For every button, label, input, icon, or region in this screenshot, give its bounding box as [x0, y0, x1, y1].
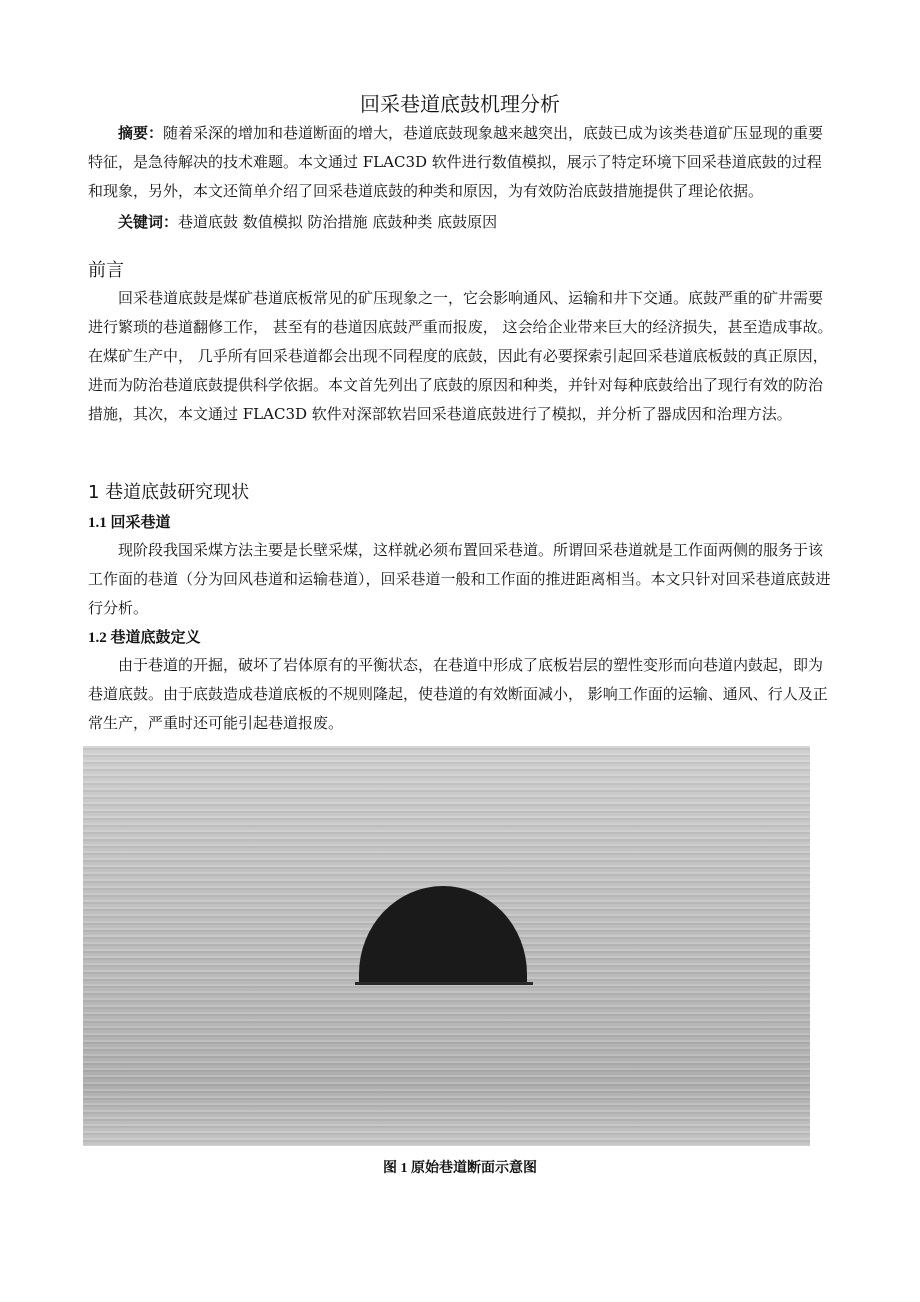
preface-section — [88, 258, 836, 429]
section-1-2-heading: 1.2 巷道底鼓定义 — [88, 630, 201, 646]
section-1-1-heading: 1.1 回采巷道 — [88, 515, 171, 531]
preface-heading: 前言 — [88, 260, 124, 281]
section-1 — [88, 480, 836, 506]
tunnel-section-figure — [83, 746, 810, 1146]
floor-line — [355, 982, 533, 985]
tunnel-section-drawing — [83, 746, 810, 1146]
abstract-text: 随着采深的增加和巷道断面的增大，巷道底鼓现象越来越突出，底鼓已成为该类巷道矿压显现的重要特征，是急待解决的技术难题。本文通过 FLAC3D 软件进行数值模拟，展示了特定环境下回采巷道底鼓的过程和现象，另外，本文还简单介绍了回采巷道底鼓的种类和原因，为有效防治底鼓措施提供了理论依据。 — [88, 124, 824, 200]
section-1-2-text: 由于巷道的开掘，破坏了岩体原有的平衡状态，在巷道中形成了底板岩层的塑性变形而向巷道内鼓起，即为巷道底鼓。由于底鼓造成巷道底板的不规则隆起，使巷道的有效断面减小， 影响工作面的运输、通风、行人及正常生产，严重时还可能引起巷道报废。 — [88, 656, 828, 732]
section-1-heading: 1 巷道底鼓研究现状 — [88, 482, 250, 503]
figure-caption: 图 1 原始巷道断面示意图 — [383, 1161, 537, 1176]
keywords-paragraph — [88, 208, 836, 237]
section-1-1 — [88, 510, 836, 623]
section-1-1-text: 现阶段我国采煤方法主要是长壁采煤，这样就必须布置回采巷道。所谓回采巷道就是工作面两侧的服务于该工作面的巷道（分为回风巷道和运输巷道），回采巷道一般和工作面的推进距离相当。本文只针对回采巷道底鼓进行分析。 — [88, 541, 831, 617]
abstract-block — [88, 119, 836, 237]
keywords-text: 巷道底鼓 数值模拟 防治措施 底鼓种类 底鼓原因 — [178, 213, 498, 231]
keywords-label: 关键词： — [118, 213, 179, 231]
tunnel-cross-section-shape — [359, 886, 527, 984]
section-1-2 — [88, 625, 836, 738]
abstract-paragraph — [88, 119, 836, 206]
abstract-label: 摘要： — [118, 124, 164, 142]
preface-text: 回采巷道底鼓是煤矿巷道底板常见的矿压现象之一，它会影响通风、运输和井下交通。底鼓严重的矿井需要进行繁琐的巷道翻修工作， 甚至有的巷道因底鼓严重而报废， 这会给企业带来巨大的经济损失，甚至造成事故。在煤矿生产中， 几乎所有回采巷道都会出现不同程度的底鼓，因此有必要探索引起回采巷道底板鼓的真正原因， 进而为防治巷道底鼓提供科学依据。本文首先列出了底鼓的原因和种类，并针对每种底鼓给出了现行有效的防治措施，其次，本文通过 FLAC3D 软件对深部软岩回采巷道底鼓进行了模拟，并分析了器成因和治理方法。 — [88, 289, 833, 423]
paper-title: 回采巷道底鼓机理分析 — [360, 92, 560, 116]
